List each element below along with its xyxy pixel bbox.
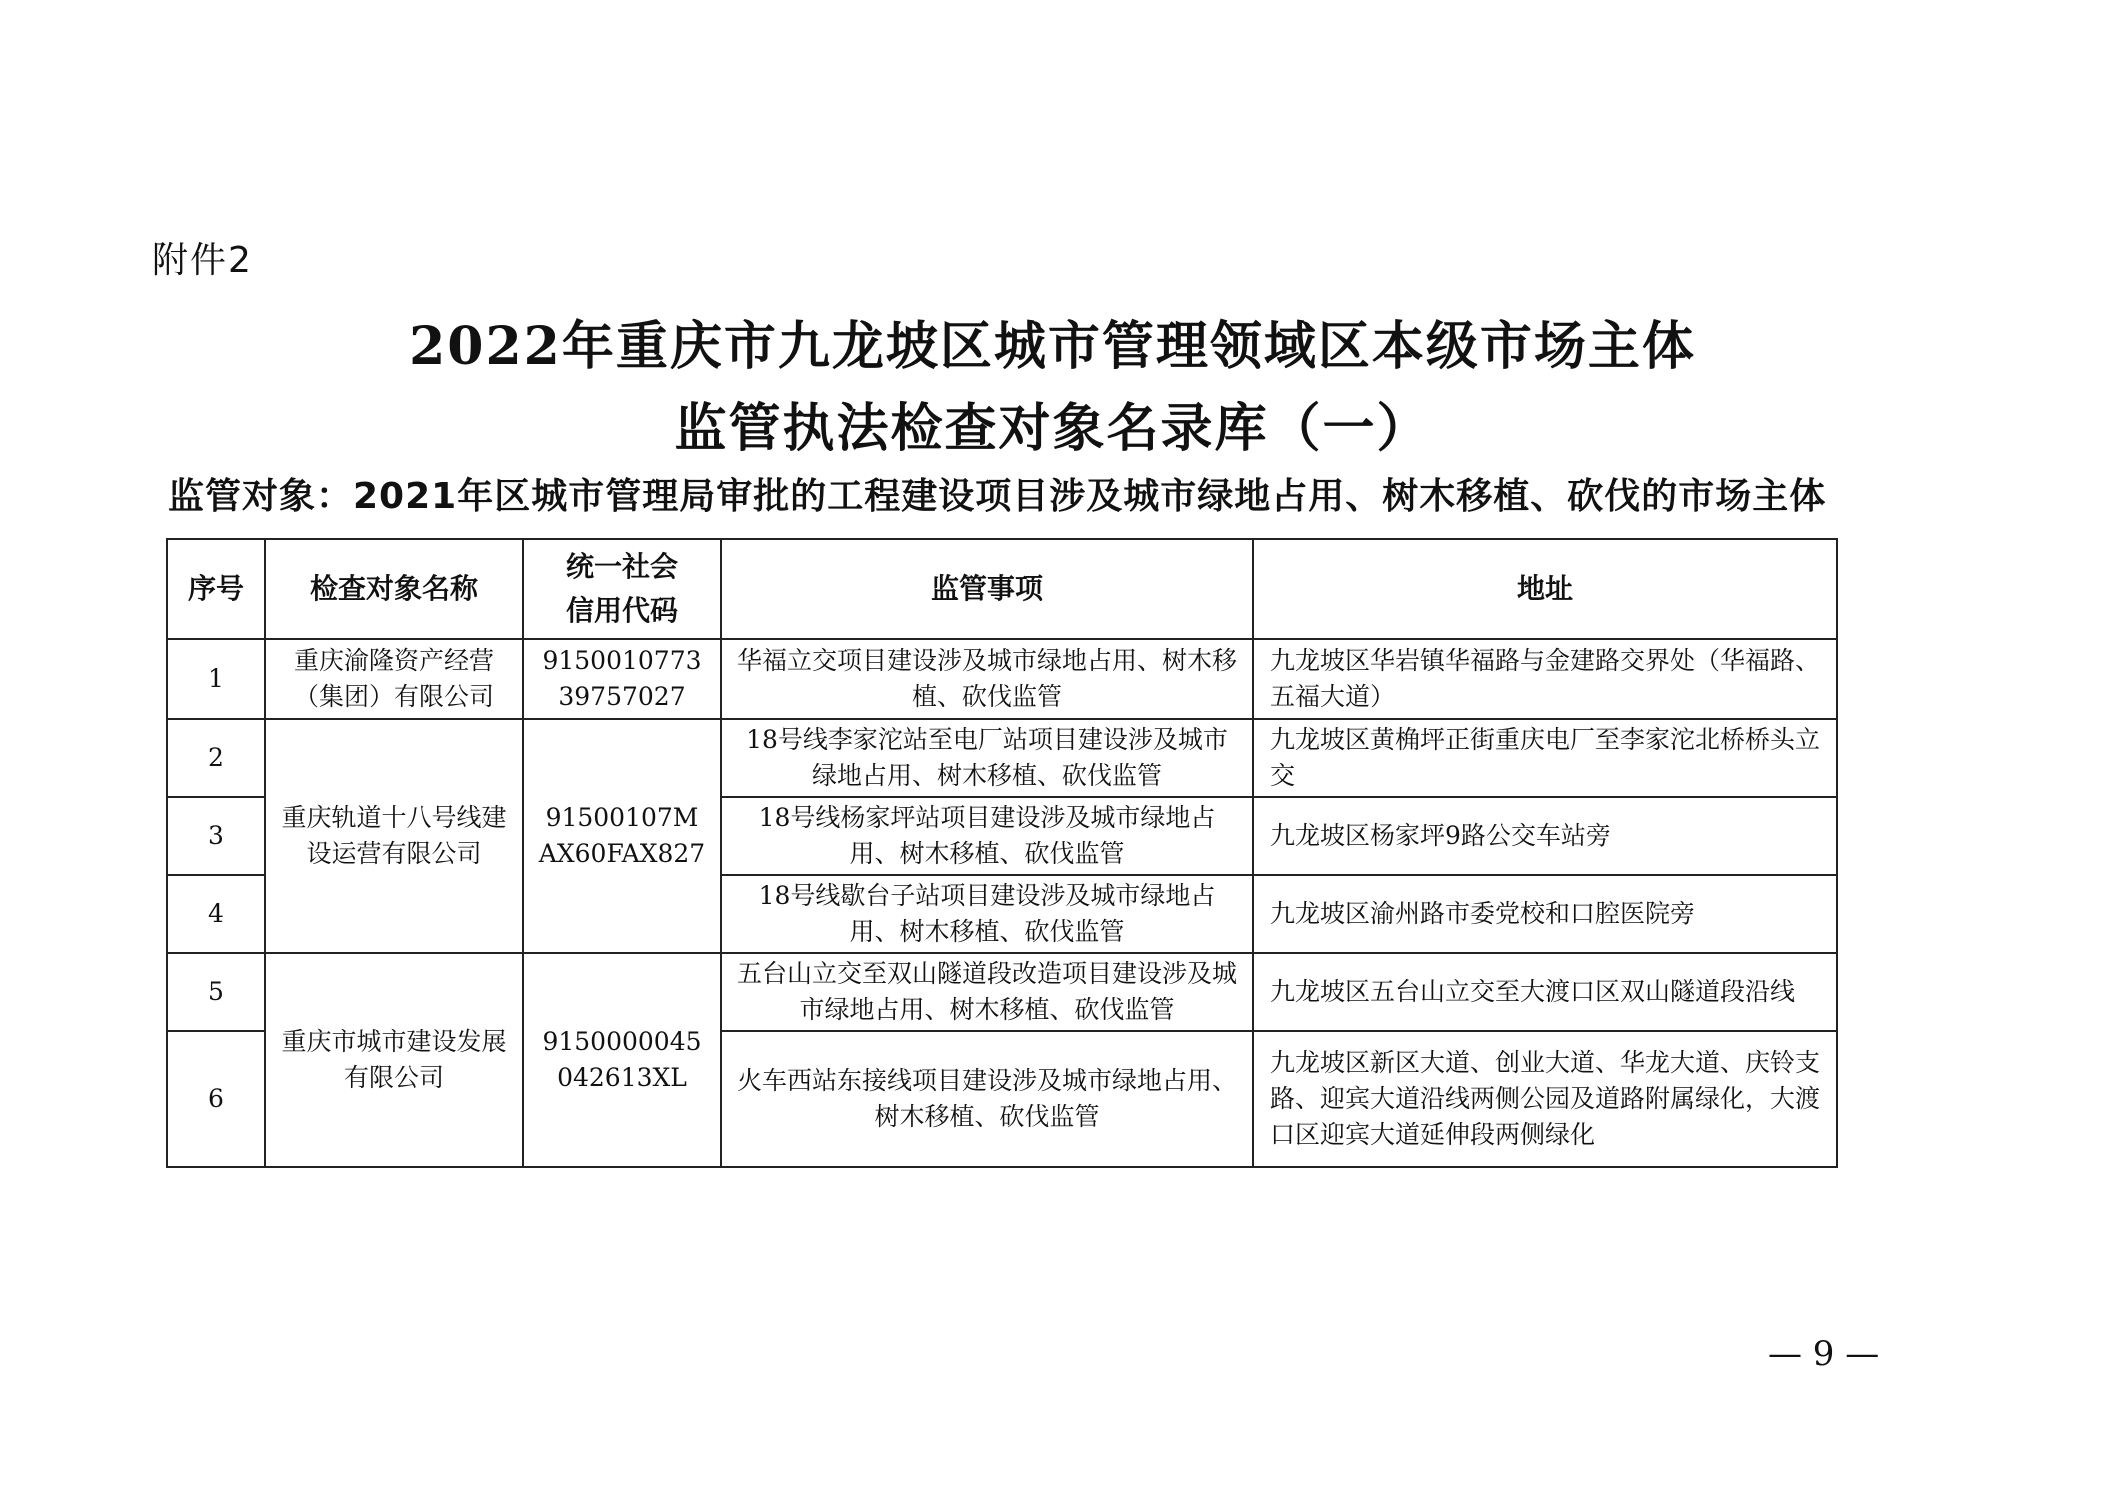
supervision-subject-heading: 监管对象：2021年区城市管理局审批的工程建设项目涉及城市绿地占用、树木移植、砍伐的市场主体 (168, 476, 1827, 517)
header-supervision-item: 监管事项 (721, 539, 1253, 639)
cell-supervision-item: 华福立交项目建设涉及城市绿地占用、树木移植、砍伐监管 (721, 639, 1253, 719)
cell-entity-name: 重庆市城市建设发展有限公司 (265, 953, 523, 1167)
cell-address: 九龙坡区华岩镇华福路与金建路交界处（华福路、五福大道） (1253, 639, 1837, 719)
cell-credit-code (523, 953, 721, 1167)
header-name: 检查对象名称 (265, 539, 523, 639)
header-credit-code-line-2: 信用代码 (565, 594, 678, 627)
header-address: 地址 (1253, 539, 1837, 639)
cell-entity-name: 重庆轨道十八号线建设运营有限公司 (265, 719, 523, 953)
credit-code-part-2: AX60FAX827 (538, 839, 706, 868)
cell-supervision-item: 18号线杨家坪站项目建设涉及城市绿地占用、树木移植、砍伐监管 (721, 797, 1253, 875)
cell-address: 九龙坡区黄桷坪正街重庆电厂至李家沱北桥桥头立交 (1253, 719, 1837, 797)
cell-address: 九龙坡区五台山立交至大渡口区双山隧道段沿线 (1253, 953, 1837, 1031)
cell-credit-code (523, 639, 721, 719)
document-title-line-2: 监管执法检查对象名录库（一） (674, 398, 1431, 459)
inspection-table-container (166, 538, 1836, 1168)
cell-seq: 1 (167, 639, 265, 719)
cell-address: 九龙坡区杨家坪9路公交车站旁 (1253, 797, 1837, 875)
cell-seq: 3 (167, 797, 265, 875)
credit-code-part-1: 91500107M (545, 803, 699, 832)
page-number: — 9 — (1768, 1334, 1880, 1374)
cell-seq: 5 (167, 953, 265, 1031)
cell-seq: 6 (167, 1031, 265, 1167)
document-title-line-1: 2022年重庆市九龙坡区城市管理领域区本级市场主体 (409, 316, 1696, 377)
credit-code-part-2: 39757027 (558, 682, 686, 711)
cell-supervision-item: 五台山立交至双山隧道段改造项目建设涉及城市绿地占用、树木移植、砍伐监管 (721, 953, 1253, 1031)
header-credit-code (523, 539, 721, 639)
cell-supervision-item: 18号线歇台子站项目建设涉及城市绿地占用、树木移植、砍伐监管 (721, 875, 1253, 953)
table-row (167, 639, 1837, 719)
cell-seq: 2 (167, 719, 265, 797)
cell-credit-code (523, 719, 721, 953)
credit-code-part-1: 9150010773 (542, 646, 702, 675)
header-seq: 序号 (167, 539, 265, 639)
table-header-row (167, 539, 1837, 639)
header-credit-code-line-1: 统一社会 (565, 550, 678, 583)
cell-seq: 4 (167, 875, 265, 953)
cell-entity-name: 重庆渝隆资产经营（集团）有限公司 (265, 639, 523, 719)
table-row (167, 719, 1837, 797)
credit-code-part-1: 9150000045 (542, 1027, 702, 1056)
attachment-label: 附件2 (152, 240, 253, 281)
cell-address: 九龙坡区渝州路市委党校和口腔医院旁 (1253, 875, 1837, 953)
cell-supervision-item: 火车西站东接线项目建设涉及城市绿地占用、树木移植、砍伐监管 (721, 1031, 1253, 1167)
cell-address: 九龙坡区新区大道、创业大道、华龙大道、庆铃支路、迎宾大道沿线两侧公园及道路附属绿化，大渡口区迎宾大道延伸段两侧绿化 (1253, 1031, 1837, 1167)
credit-code-part-2: 042613XL (557, 1063, 687, 1092)
inspection-table (166, 538, 1838, 1168)
cell-supervision-item: 18号线李家沱站至电厂站项目建设涉及城市绿地占用、树木移植、砍伐监管 (721, 719, 1253, 797)
table-row (167, 953, 1837, 1031)
